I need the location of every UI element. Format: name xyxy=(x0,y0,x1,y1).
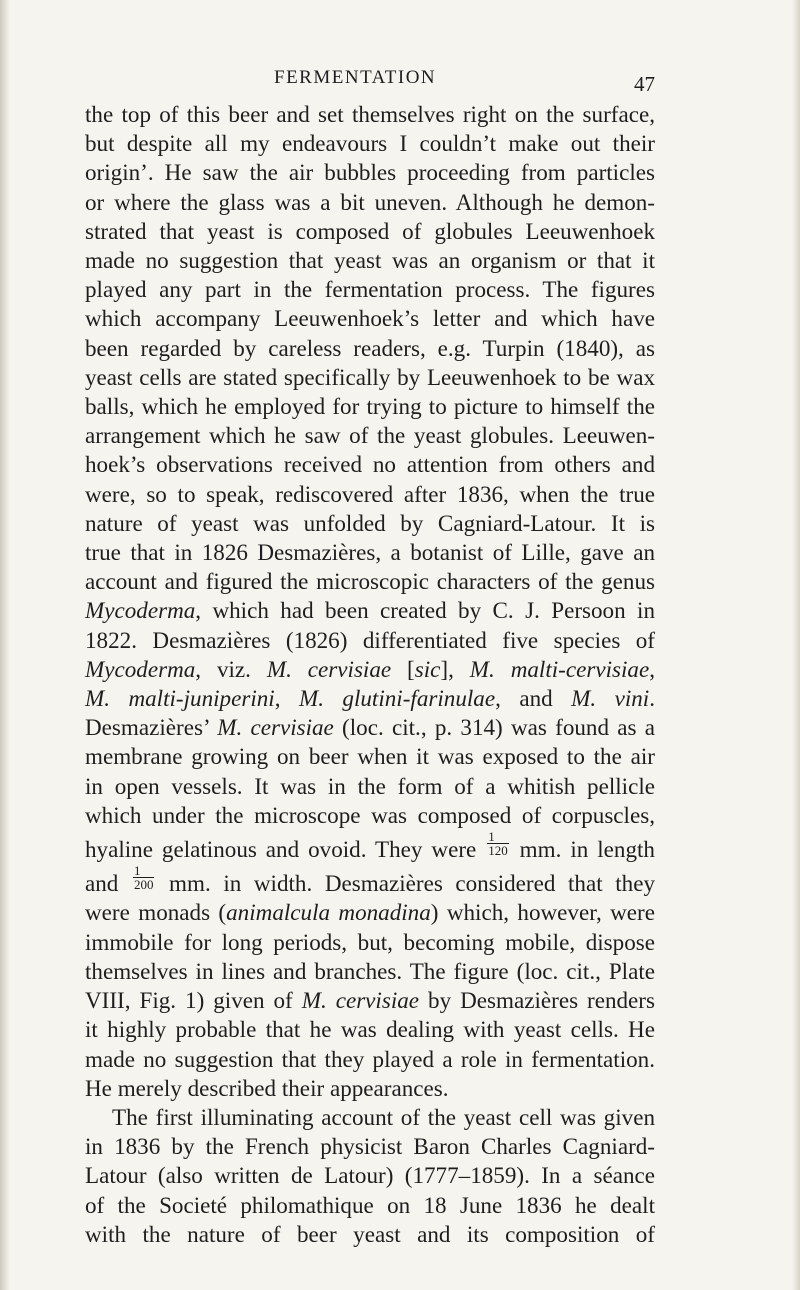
fraction xyxy=(133,864,155,891)
fraction-numerator: 1 xyxy=(487,830,509,844)
text-line: membrane growing on beer when it was exposed to the air xyxy=(85,743,655,770)
text-line xyxy=(85,655,655,684)
text-line: which under the microscope was composed of corpuscles, xyxy=(85,801,655,828)
text-run: (loc. cit., p. 314) was found as a xyxy=(333,714,655,741)
text-line: account and figured the microscopic characters of the genus xyxy=(85,568,655,595)
text-line: themselves in lines and branches. The figure (loc. cit., Plate xyxy=(85,957,655,984)
text-line: made no suggestion that they played a role in fermentation. xyxy=(85,1045,655,1072)
text-line: Latour (also written de Latour) (1777–1859). In a séance xyxy=(85,1162,655,1189)
species-name: M. cervisiae xyxy=(301,987,420,1014)
text-line: in open vessels. It was in the form of a whitish pellicle xyxy=(85,772,655,799)
fraction xyxy=(487,830,509,857)
species-name: M. vini xyxy=(571,685,650,712)
text-line: it highly probable that he was dealing with yeast cells. He xyxy=(85,1016,655,1043)
text-line xyxy=(85,684,655,713)
text-line: of the Societé philomathique on 18 June 1836 he dealt xyxy=(85,1191,655,1218)
text-line: arrangement which he saw of the yeast globules. Leeuwen- xyxy=(85,422,655,449)
text-line xyxy=(85,713,655,742)
page-number: 47 xyxy=(634,72,655,96)
text-line xyxy=(85,986,655,1015)
text-line: the top of this beer and set themselves right on the surface, xyxy=(85,101,655,127)
genus-name: Mycoderma xyxy=(85,655,196,682)
text-line: nature of yeast was unfolded by Cagniard-Latour. It is xyxy=(85,509,655,536)
text-line: immobile for long periods, but, becoming mobile, dispose xyxy=(85,928,655,955)
text-run: mm. in length xyxy=(510,836,655,863)
text-line: but despite all my endeavours I couldn’t make out their xyxy=(85,130,655,157)
text-run: , xyxy=(649,655,656,682)
fraction-denominator: 120 xyxy=(488,843,508,859)
text-line: made no suggestion that yeast was an organism or that it xyxy=(85,247,655,274)
text-line: He merely described their appearances. xyxy=(85,1074,449,1101)
text-line: 1822. Desmazières (1826) differentiated five species of xyxy=(85,626,655,653)
text-line: true that in 1826 Desmazières, a botanist of Lille, gave an xyxy=(85,539,655,566)
text-line: played any part in the fermentation process. The figures xyxy=(85,276,655,303)
species-name: M. cervisiae xyxy=(217,714,334,741)
page-edge-left xyxy=(0,0,10,1290)
text-line xyxy=(85,596,655,625)
text-line: which accompany Leeuwenhoek’s letter and which have xyxy=(85,305,655,332)
text-run: VIII, Fig. 1) given of xyxy=(85,987,302,1014)
text-run: . xyxy=(649,685,655,712)
text-run: ], xyxy=(440,655,470,682)
species-name: M. malti-juniperini xyxy=(85,685,275,712)
text-line xyxy=(85,864,655,898)
text-run: , viz. xyxy=(195,655,267,682)
text-run: hyaline gelatinous and ovoid. They were xyxy=(85,836,486,863)
text-run: by Desmazières renders xyxy=(419,987,655,1014)
species-name: M. cervisiae xyxy=(266,655,392,682)
latin-term: animalcula monadina xyxy=(226,899,431,926)
page-edge-right xyxy=(792,0,800,1290)
text-run: ) which, however, were xyxy=(430,899,655,926)
text-run: were monads ( xyxy=(85,899,227,926)
text-line xyxy=(85,830,655,864)
text-line: hoek’s observations received no attention from others and xyxy=(85,451,655,478)
sic-note: sic xyxy=(414,655,441,682)
text-run: , and xyxy=(495,685,572,712)
text-line: or where the glass was a bit uneven. Although he demon- xyxy=(85,188,655,215)
genus-name: Mycoderma xyxy=(85,597,196,624)
text-line: in 1836 by the French physicist Baron Charles Cagniard- xyxy=(85,1133,655,1160)
text-line: were, so to speak, rediscovered after 1836, when the true xyxy=(85,480,655,507)
text-line: strated that yeast is composed of globules Leeuwenhoek xyxy=(85,217,655,244)
species-name: M. malti-cervisiae xyxy=(469,655,650,682)
fraction-denominator: 200 xyxy=(133,877,154,893)
text-run: mm. in width. Desmazières considered that they xyxy=(156,870,655,897)
running-head: FERMENTATION xyxy=(274,67,437,88)
species-name: M. glutini-farinulae xyxy=(298,685,496,712)
text-line: The first illuminating account of the yeast cell was given xyxy=(112,1103,655,1130)
text-run: and xyxy=(85,870,131,897)
fraction-numerator: 1 xyxy=(133,864,155,878)
text-run: , which had been created by C. J. Persoon in xyxy=(195,597,655,624)
text-run: Desmazières’ xyxy=(85,714,218,741)
text-run: [ xyxy=(391,655,415,682)
text-line: with the nature of beer yeast and its composition of xyxy=(85,1220,655,1247)
body-text xyxy=(85,100,655,1249)
text-line: balls, which he employed for trying to picture to himself the xyxy=(85,393,655,420)
text-line xyxy=(85,898,655,927)
text-run: , xyxy=(274,685,299,712)
text-line: been regarded by careless readers, e.g. Turpin (1840), as xyxy=(85,334,655,361)
text-line: origin’. He saw the air bubbles proceeding from particles xyxy=(85,159,655,186)
text-line: yeast cells are stated specifically by Leeuwenhoek to be wax xyxy=(85,363,655,390)
